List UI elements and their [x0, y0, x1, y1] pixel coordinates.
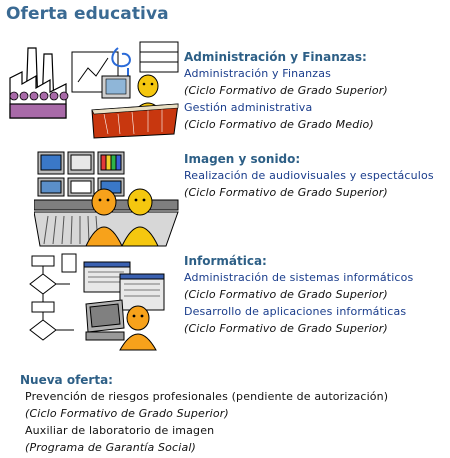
level-note: (Ciclo Formativo de Grado Superior)	[25, 407, 229, 420]
link-administracion-finanzas[interactable]: Administración y Finanzas	[184, 67, 331, 80]
link-desarrollo-aplicaciones[interactable]: Desarrollo de aplicaciones informáticas	[184, 305, 407, 318]
page-title: Oferta educativa	[6, 4, 169, 24]
section-title-administracion: Administración y Finanzas:	[184, 50, 367, 64]
section-title-imagen-sonido: Imagen y sonido:	[184, 152, 301, 166]
office-clerk-illustration	[8, 38, 180, 148]
new-offer-title: Nueva oferta:	[20, 373, 113, 387]
new-offer-item-auxiliar: Auxiliar de laboratorio de imagen	[25, 424, 215, 437]
audiovisual-studio-illustration	[34, 150, 180, 248]
computer-programmer-illustration	[26, 252, 176, 352]
level-note: (Ciclo Formativo de Grado Medio)	[184, 118, 374, 131]
level-note: (Programa de Garantía Social)	[25, 441, 196, 454]
new-offer-item-prevencion: Prevención de riesgos profesionales (pendiente de autorización)	[25, 390, 389, 403]
level-note: (Ciclo Formativo de Grado Superior)	[184, 322, 388, 335]
level-note: (Ciclo Formativo de Grado Superior)	[184, 186, 388, 199]
level-note: (Ciclo Formativo de Grado Superior)	[184, 84, 388, 97]
level-note: (Ciclo Formativo de Grado Superior)	[184, 288, 388, 301]
link-gestion-administrativa[interactable]: Gestión administrativa	[184, 101, 313, 114]
link-administracion-sistemas[interactable]: Administración de sistemas informáticos	[184, 271, 414, 284]
link-realizacion-audiovisuales[interactable]: Realización de audiovisuales y espectáculos	[184, 169, 434, 182]
section-title-informatica: Informática:	[184, 254, 267, 268]
